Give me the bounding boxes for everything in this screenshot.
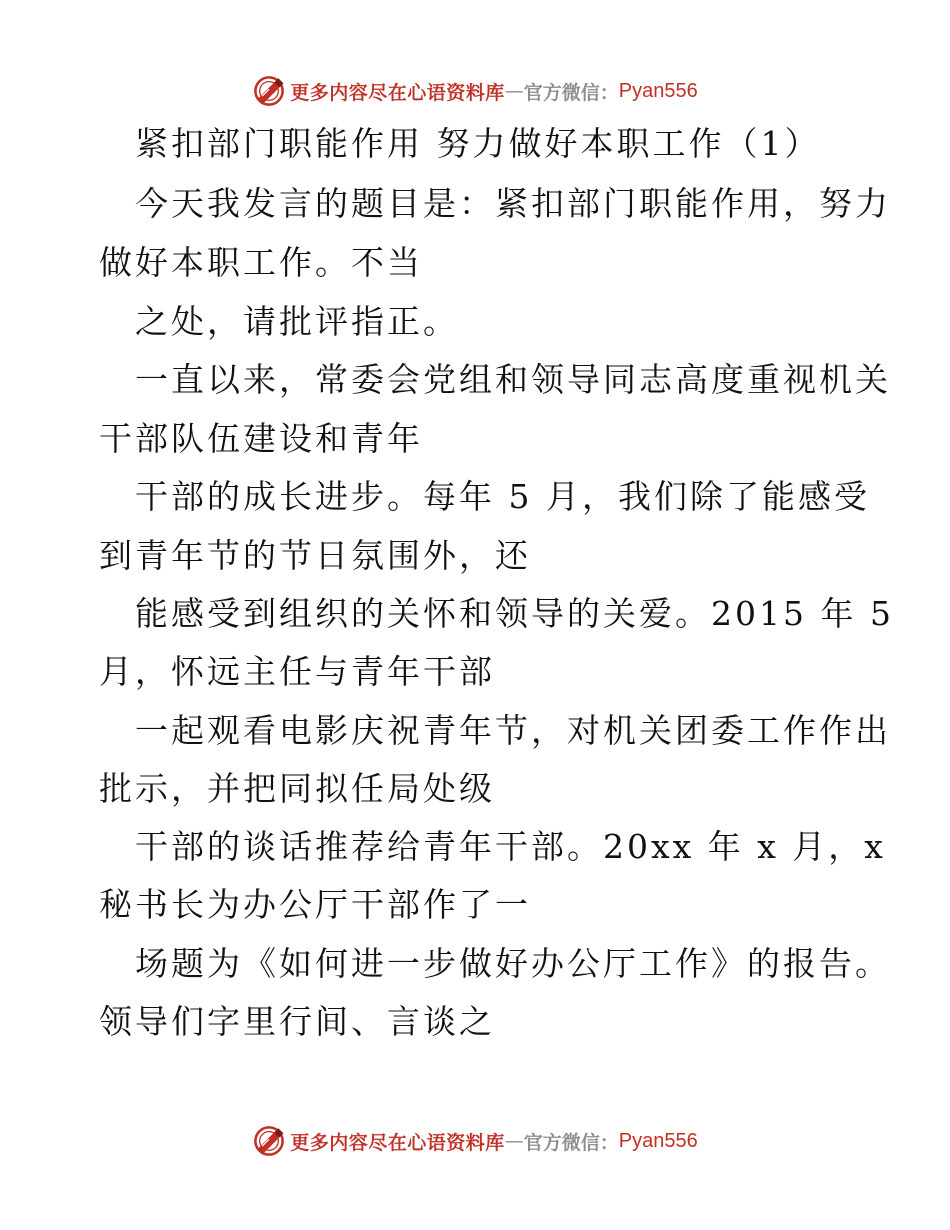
banner-wechat-id: Pyan556: [618, 1129, 698, 1152]
paragraph-line: 做好本职工作。不当: [99, 243, 423, 282]
banner-wechat-label: 官方微信：: [523, 81, 619, 104]
paragraph-line: 之处，请批评指正。: [135, 302, 459, 341]
paragraph-line: 一直以来，常委会党组和领导同志高度重视机关: [135, 360, 891, 399]
paragraph-line: 干部队伍建设和青年: [99, 419, 423, 458]
paragraph-line: 月，怀远主任与青年干部: [99, 652, 495, 691]
paragraph-line: 一起观看电影庆祝青年节，对机关团委工作作出: [135, 711, 891, 750]
banner-wechat-id: Pyan556: [618, 79, 698, 102]
paragraph-line: 干部的成长进步。每年 5 月，我们除了能感受: [135, 477, 870, 516]
paragraph-line: 干部的谈话推荐给青年干部。20xx 年 x 月，x: [135, 827, 886, 866]
pen-nib-logo-icon: [252, 74, 286, 108]
banner-slogan: 更多内容尽在心语资料库: [290, 81, 505, 104]
banner-dash: —: [504, 1130, 524, 1152]
paragraph-line: 秘书长为办公厅干部作了一: [99, 885, 531, 924]
pen-nib-logo-icon: [252, 1124, 286, 1158]
banner-dash: —: [504, 80, 524, 102]
paragraph-line: 场题为《如何进一步做好办公厅工作》的报告。: [135, 944, 891, 983]
paragraph-line: 到青年节的节日氛围外，还: [99, 536, 531, 575]
paragraph-line: 今天我发言的题目是：紧扣部门职能作用，努力: [135, 184, 891, 223]
footer-banner: [0, 1121, 950, 1161]
banner-wechat-label: 官方微信：: [523, 1131, 619, 1154]
document-title: 紧扣部门职能作用 努力做好本职工作（1）: [135, 124, 821, 163]
header-banner: [0, 71, 950, 111]
paragraph-line: 领导们字里行间、言谈之: [99, 1002, 495, 1041]
paragraph-line: 能感受到组织的关怀和领导的关爱。2015 年 5: [135, 594, 894, 633]
paragraph-line: 批示，并把同拟任局处级: [99, 769, 495, 808]
banner-slogan: 更多内容尽在心语资料库: [290, 1131, 505, 1154]
